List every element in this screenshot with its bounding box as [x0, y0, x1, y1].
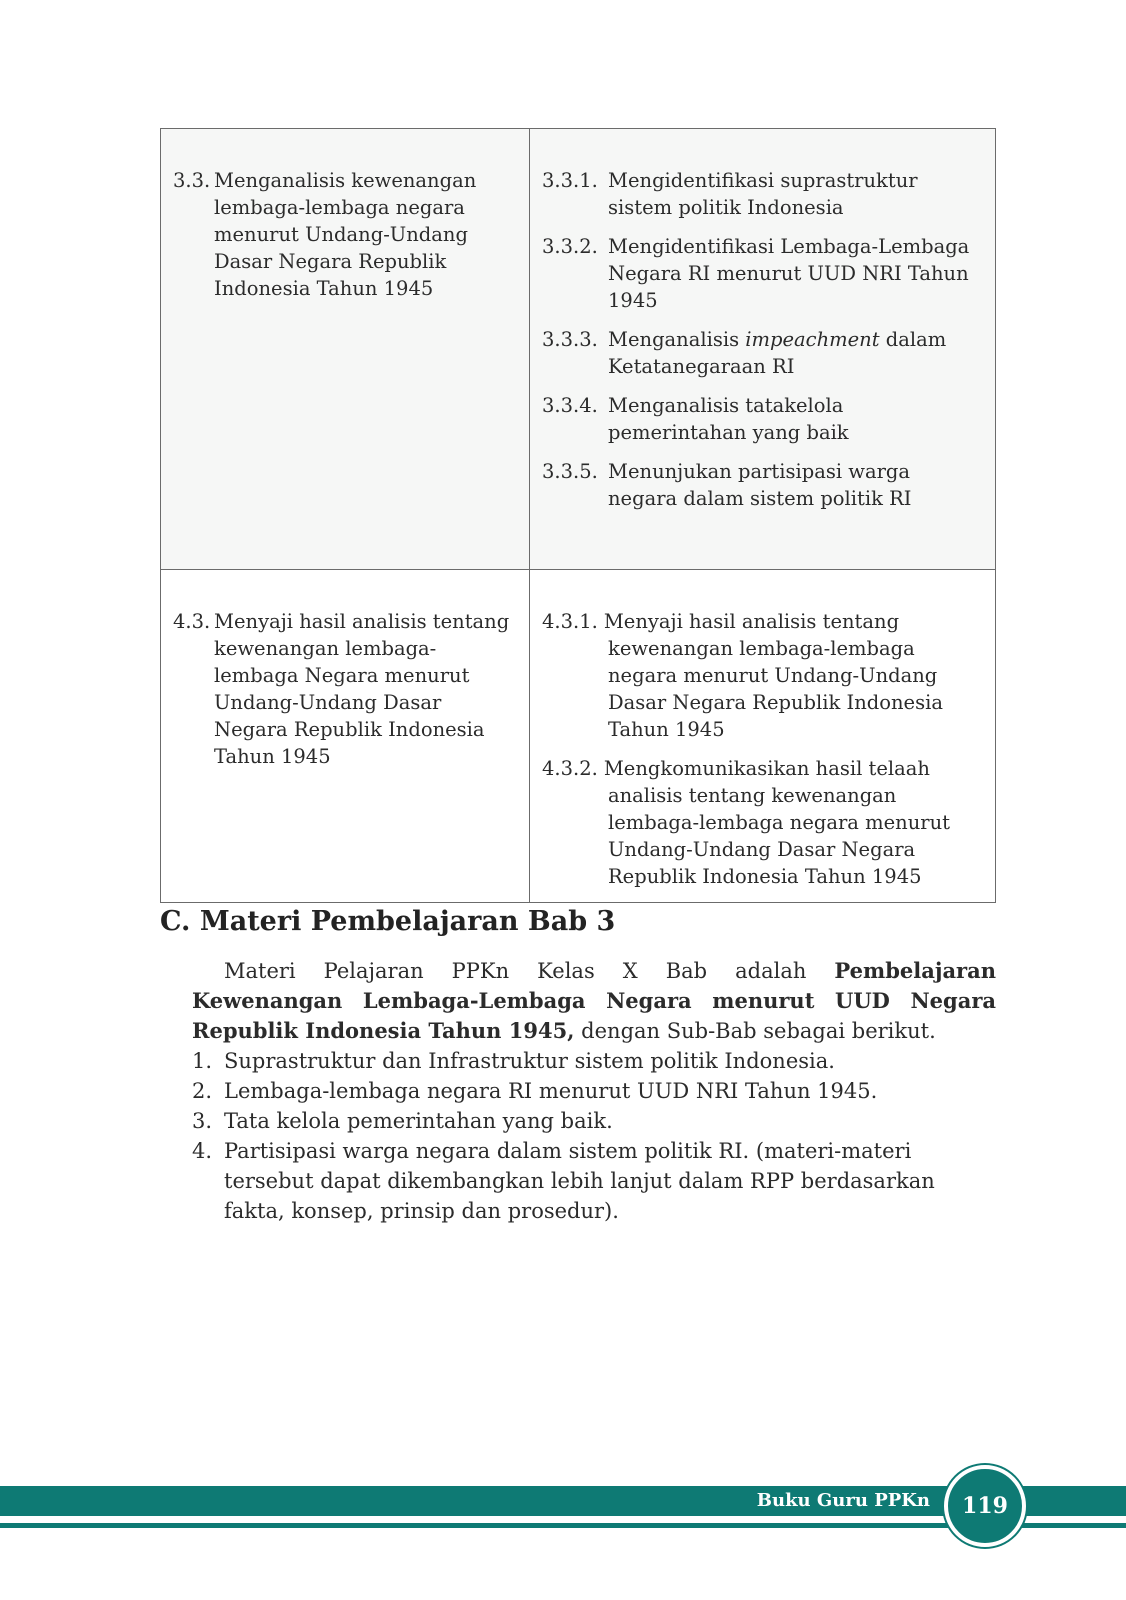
indicator-number: 3.3.5.: [542, 460, 598, 483]
indicator-text: [608, 326, 985, 380]
list-number: 3.: [192, 1109, 213, 1133]
list-text: Tata kelola pemerintahan yang baik.: [224, 1109, 613, 1133]
list-item: [192, 1136, 996, 1226]
kd-text: Menganalisis kewenangan lembaga-lembaga negara menurut Undang-Undang Dasar Negara Republik Indonesia Tahun 1945: [214, 169, 477, 300]
list-number: 2.: [192, 1079, 213, 1103]
list-text: Partisipasi warga negara dalam sistem politik RI. (materi-materi tersebut dapat dikembangkan lebih lanjut dalam RPP berdasarkan fakta, konsep, prinsip dan prosedur).: [224, 1139, 935, 1223]
section-heading: C. Materi Pembelajaran Bab 3: [160, 906, 616, 937]
kd-cell: [161, 129, 530, 570]
table-row: [161, 570, 996, 903]
list-item: [192, 1046, 996, 1076]
indicator-item: [542, 392, 985, 446]
kd-cell: [161, 570, 530, 903]
indicator-text: Mengidentifikasi Lembaga-Lembaga Negara RI menurut UUD NRI Tahun 1945: [608, 235, 970, 312]
indicator-item: [542, 608, 985, 743]
indicator-item: [542, 755, 985, 890]
list-text: Lembaga-lembaga negara RI menurut UUD NRI Tahun 1945.: [224, 1079, 878, 1103]
kd-number: 3.3.: [173, 169, 211, 192]
indicator-item: [542, 458, 985, 512]
indicator-text-after: dalam Ketatanegaraan RI: [608, 328, 947, 378]
list-text: Suprastruktur dan Infrastruktur sistem politik Indonesia.: [224, 1049, 835, 1073]
intro-paragraph: [192, 956, 996, 1046]
list-item: [192, 1076, 996, 1106]
indicator-item: [542, 167, 985, 221]
indicator-item: [542, 233, 985, 314]
intro-bold: Pembelajaran Kewenangan Lembaga-Lembaga Negara menurut UUD Negara Republik Indonesia Tahun 1945,: [192, 958, 996, 1043]
indicator-text: Mengidentifikasi suprastruktur sistem politik Indonesia: [608, 169, 918, 219]
indicator-number: 4.3.2.: [542, 757, 598, 780]
intro-lead: Materi Pelajaran PPKn Kelas X Bab adalah: [224, 959, 835, 983]
table-row: [161, 129, 996, 570]
indicator-text: Mengkomunikasikan hasil telaah analisis tentang kewenangan lembaga-lembaga negara menurut Undang-Undang Dasar Negara Republik Indonesia Tahun 1945: [603, 757, 950, 888]
indicator-text: Menyaji hasil analisis tentang kewenangan lembaga-lembaga negara menurut Undang-Undang Dasar Negara Republik Indonesia Tahun 1945: [603, 610, 943, 741]
footer-book-title: Buku Guru PPKn: [756, 1490, 930, 1511]
indicator-text: Menunjukan partisipasi warga negara dalam sistem politik RI: [608, 460, 912, 510]
list-number: 1.: [192, 1049, 213, 1073]
list-number: 4.: [192, 1139, 213, 1163]
indicator-item: [542, 326, 985, 380]
list-item: [192, 1106, 996, 1136]
indicator-number: 3.3.3.: [542, 328, 598, 351]
indicator-number: 4.3.1.: [542, 610, 598, 633]
kd-item: [173, 167, 519, 302]
indicator-text-before: Menganalisis: [608, 328, 746, 351]
indicator-cell: [530, 570, 996, 903]
intro-tail: dengan Sub-Bab sebagai berikut.: [574, 1019, 936, 1043]
kd-text: Menyaji hasil analisis tentang kewenangan lembaga-lembaga Negara menurut Undang-Undang Dasar Negara Republik Indonesia Tahun 1945: [214, 610, 510, 768]
kd-item: [173, 608, 519, 770]
indicator-text: Menganalisis tatakelola pemerintahan yang baik: [608, 394, 849, 444]
competency-table: [160, 128, 996, 903]
indicator-text-italic: impeachment: [745, 328, 880, 351]
kd-number: 4.3.: [173, 610, 211, 633]
page-number: 119: [944, 1465, 1026, 1547]
subchapter-list: [192, 1046, 996, 1226]
indicator-number: 3.3.4.: [542, 394, 598, 417]
indicator-cell: [530, 129, 996, 570]
indicator-number: 3.3.2.: [542, 235, 598, 258]
indicator-number: 3.3.1.: [542, 169, 598, 192]
